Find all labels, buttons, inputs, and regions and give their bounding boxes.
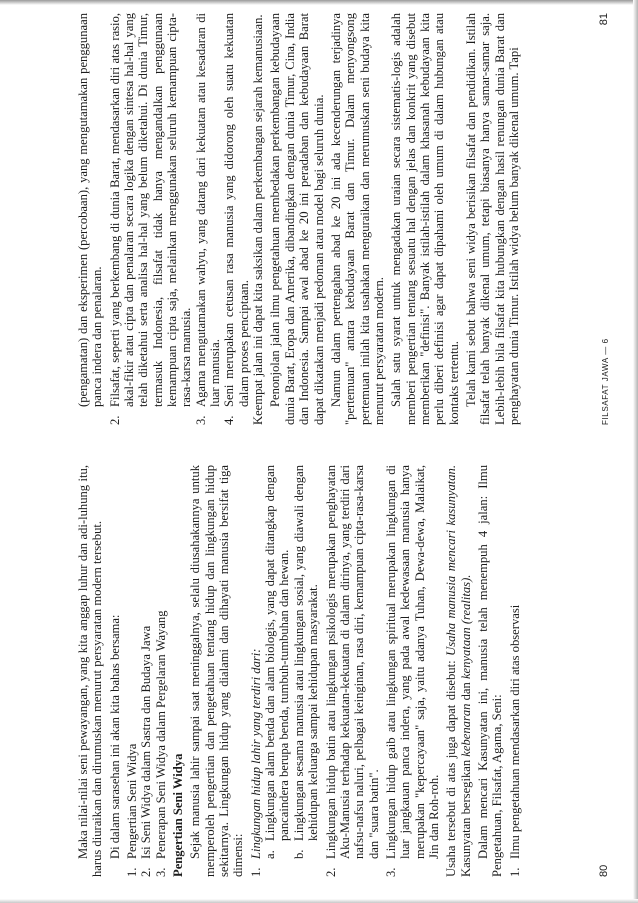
list-item: 3. Agama mengutamakan wahyu, yang datang dari kekuatan atau kesadaran di luar manusia.: [193, 13, 223, 425]
left-page: [76, 465, 522, 877]
sub-list-item: b. Lingkungan sesama manusia atau lingkungan sosial, yang diawali dengan kehidupan keluarga sampai kehidupan masyarakat.: [291, 465, 321, 859]
paragraph: Telah kami sebut bahwa seni widya berisikan filsafat dan pendidikan. Istilah filsafat telah banyak dikenal umum, tetapi biasanya hanya samar-samar saja. Lebih-lebih bila filsafat kita hubungkan dengan hasil renungan dunia Barat dan penghayatan dunia Timur. Istilah widya belum banyak dikenal umum. Tapi: [463, 13, 521, 425]
list-item: 1. Pengertian Seni Widya: [125, 743, 140, 877]
paragraph: Salah satu syarat untuk mengadakan uraian secara sistematis-logis adalah memberi pengertian tentang sesuatu hal dengan jelas dan konkrit yang disebut memberikan "definisi". Banyak istilah-istilah dalam khasanah kebudayaan kita perlu diberi definisi agar dapat dipahami oleh umum di dalam hubungan atau kontaks tertentu.: [389, 13, 461, 425]
paragraph: Sejak manusia lahir sampai saat meninggalnya, selalu diusahakannya untuk memperoleh pengertian dan pengetahuan tentang hidup dan lingkungan hidup sekitarnya. Lingkungan hidup yang dialami dan dihayati manusia bersifat tiga dimensi:: [188, 465, 246, 877]
paragraph: Penonjolan jalan ilmu pengetahuan membedakan perkembangan kebudayaan dunia Barat, Eropa dan Amerika, dibandingkan dengan dunia Timur, Cina, India dan Indonesia. Sampai awal abad ke 20 ini peradaban dan kebudayaan Barat dapat dikatakan menjadi pedoman atau model bagi seluruh dunia.: [268, 13, 326, 425]
sub-list-item: a. Lingkungan alam benda dan alam biologis, yang dapat ditangkap dengan pancaindera berupa benda, tumbuh-tumbuhan dan hewan.: [263, 465, 292, 859]
paragraph: Keempat jalan ini dapat kita saksikan dalam perkembangan sejarah kemanusiaan.: [251, 14, 266, 425]
topic-list: [125, 465, 168, 877]
running-head: FILSAFAT JAWA — 6: [601, 338, 610, 425]
paragraph: Namun dalam pertengahan abad ke 20 ini ada kecenderungan terjadinya "pertemuan" antara kebudayaan Barat dan Timur. Dalam menyongsong pertemuan inilah kita usahakan menguraikan dan merumuskan seni budaya kita menurut persyaratan modern.: [328, 13, 386, 425]
intro-paragraph: Maka nilai-nilai seni pewayangan, yang kita anggap luhur dan adi-luhung itu, harus diuraikan dan dirumuskan menurut persyaratan modern tersebut.: [76, 465, 105, 877]
topics-intro: Di dalam sarasehan ini akan kita bahas bersama:: [107, 614, 122, 859]
list-item: 3. Penerapan Seni Widya dalam Pergelaran Wayang: [153, 610, 168, 877]
list-item: 2. Filsafat, seperti yang berkembang di dunia Barat, mendasarkan diri atas rasio, akal-fikir atau cipta dan penalaran secara logika dengan sintesa hal-hal yang telah diketahui serta analisa hal-hal yang belum diketahui. Di dunia Timur, termasuk Indonesia, filsafat tidak hanya mengandalkan penggunaan kemampuan cipta saja, melainkan menggunakan seluruh kemampuan cipta-rasa-karsa manusia.: [107, 13, 194, 425]
list-item: 2. Lingkungan hidup batin atau lingkungan psikologis merupakan penghayatan Aku-Manusia terhadap kekuatan-kekuatan di dalam dirinya, yang terdiri dari nafsu-nafsu naluri, pelbagai keinginan, rasa diri, kemampuan cipta-rasa-karsa dan "suara batin".: [323, 465, 381, 877]
list-item: 3. Lingkungan hidup gaib atau lingkungan spiritual merupakan lingkungan di luar jangkauan panca indera, yang pada awal kedewasaan manusia hanya merupakan "kepercayaan" saja, yaitu adanya Tuhan, Dewa-dewa, Malaikat, Jin dan Roh-roh.: [383, 465, 441, 877]
right-page: [76, 13, 524, 425]
list-item: 1. Ilmu pengetahuan mendasarkan diri atas observasi: [507, 604, 522, 877]
list-item: 2. Isi Seni Widya dalam Sastra dan Budaya Jawa: [139, 625, 154, 877]
page-number: 80: [598, 864, 610, 877]
paragraph: Usaha tersebut di atas juga dapat disebut: Usaha manusia mencari kasunyatan. Kasunyatan bersegikan kebenaran dan kenyataan (realitas).: [444, 465, 473, 877]
list-item: 1. Lingkungan hidup lahir yang terdiri dari:: [248, 648, 263, 877]
list-item: 4. Seni merupakan cetusan rasa manusia yang didorong oleh suatu kekuatan dalam proses penciptaan.: [222, 13, 251, 425]
paragraph: (pengamatan) dan eksperimen (percobaan), yang mengutamakan penggunaan panca indera dan penalaran.: [76, 13, 105, 407]
paragraph: Dalam mencari Kasunyatan ini, manusia telah menempuh 4 jalan: Ilmu Pengetahuan, Filsafat, Agama, Seni:: [475, 465, 505, 877]
section-heading: Pengertian Seni Widya: [171, 753, 186, 877]
page-number: 81: [598, 13, 610, 26]
